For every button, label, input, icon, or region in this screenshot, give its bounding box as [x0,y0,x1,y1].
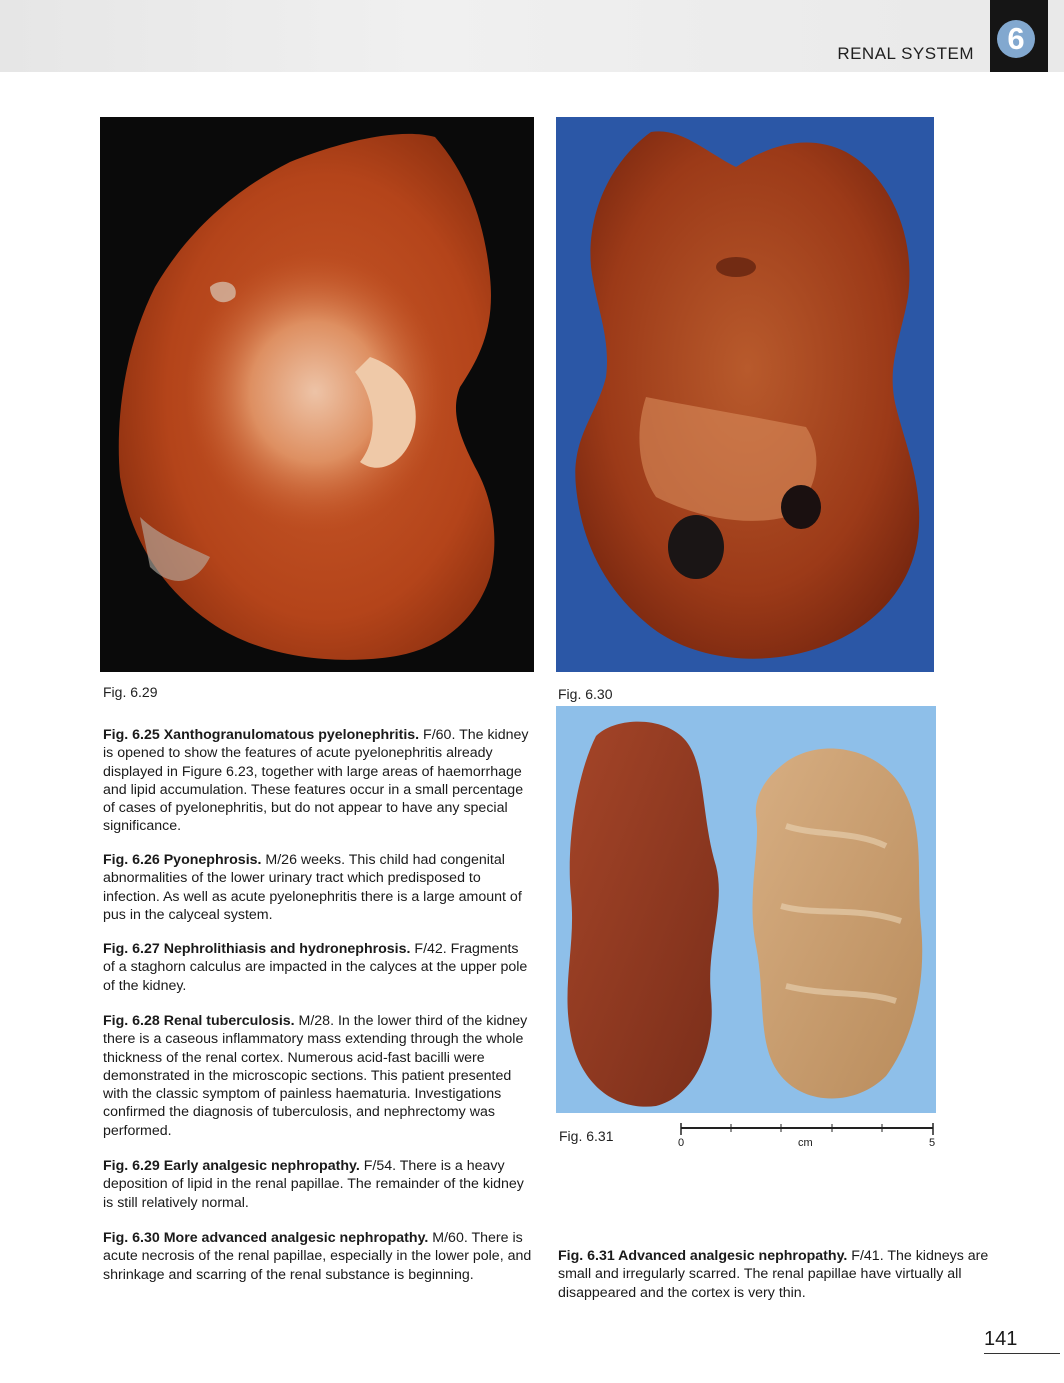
kidney-photo-fig-6-29 [100,117,534,672]
page-number-rule [984,1353,1060,1354]
figure-label-6-31: Fig. 6.31 [559,1128,614,1144]
caption-fig-6-29: Fig. 6.29 Early analgesic nephropathy. F/54. There is a heavy deposition of lipid in the renal papillae. The remainder of the kidney is still relatively normal. [103,1158,524,1211]
caption-fig-6-31: Fig. 6.31 Advanced analgesic nephropathy. F/41. The kidneys are small and irregularly scarred. The renal papillae have virtually all disappeared and the cortex is very thin. [558,1248,989,1301]
figure-label-6-30: Fig. 6.30 [558,686,613,702]
scale-bar [680,1123,934,1153]
chapter-number: 6 [997,20,1035,58]
scale-unit: cm [798,1137,813,1149]
caption-fig-6-25: Fig. 6.25 Xanthogranulomatous pyelonephritis. F/60. The kidney is opened to show the features of acute pyelonephritis already displayed in Figure 6.23, together with large areas of haemorrhage and lipid accumulation. These features occur in a small percentage of cases of pyelonephritis, but do not appear to have any special significance. [103,727,529,835]
caption-fig-6-30: Fig. 6.30 More advanced analgesic nephropathy. M/60. There is acute necrosis of the renal papillae, especially in the lower pole, and shrinkage and scarring of the renal substance is beginning. [103,1230,532,1283]
kidney-photo-fig-6-31 [556,706,936,1113]
caption-fig-6-26: Fig. 6.26 Pyonephrosis. M/26 weeks. This child had congenital abnormalities of the lower urinary tract which predisposed to infection. As well as acute pyelonephritis there is a large amount of pus in the calyceal system. [103,852,522,923]
page-number: 141 [984,1328,1018,1350]
figure-label-6-29: Fig. 6.29 [103,684,158,700]
caption-fig-6-28: Fig. 6.28 Renal tuberculosis. M/28. In the lower third of the kidney there is a caseous inflammatory mass extending through the whole thickness of the renal cortex. Numerous acid-fast bacilli were demonstrated in the microscopic sections. This patient presented with the classic symptom of painless haematuria. Investigations confirmed the diagnosis of tuberculosis, and nephrectomy was performed. [103,1013,528,1139]
scale-start: 0 [678,1137,685,1149]
caption-fig-6-27: Fig. 6.27 Nephrolithiasis and hydronephrosis. F/42. Fragments of a staghorn calculus are impacted in the calyces at the upper pole of the kidney. [103,941,528,994]
scale-end: 5 [929,1137,936,1149]
section-title: RENAL SYSTEM [837,44,974,63]
kidney-photo-fig-6-30 [556,117,934,672]
